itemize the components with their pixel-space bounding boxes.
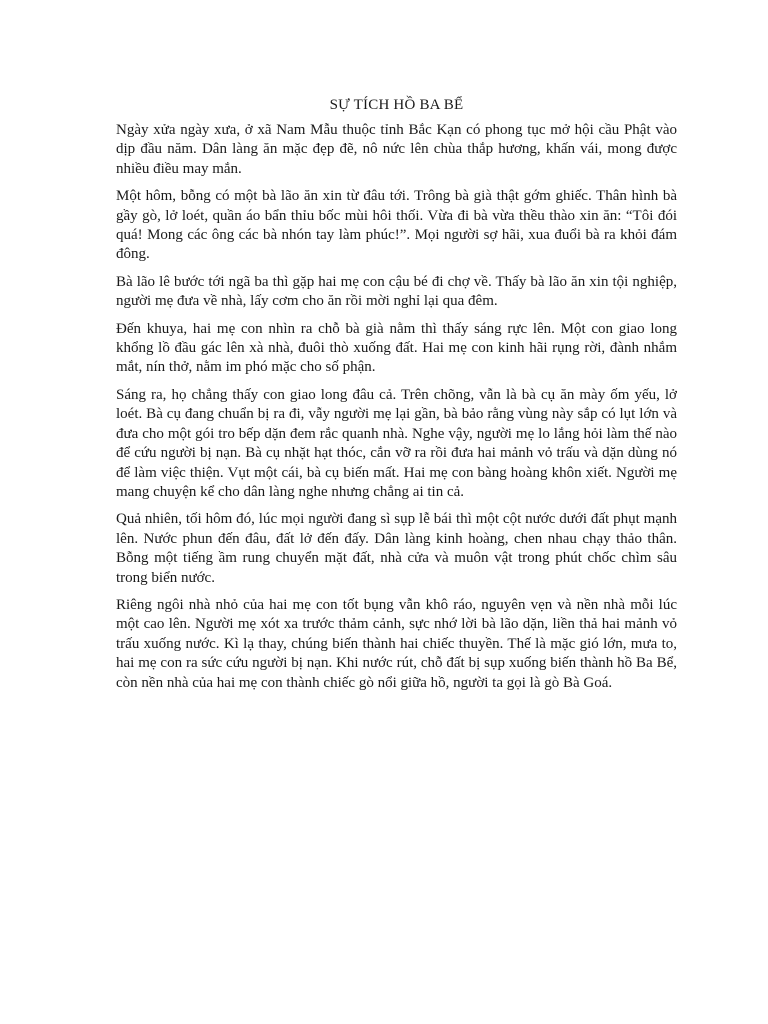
paragraph-7: Riêng ngôi nhà nhỏ của hai mẹ con tốt bụng vẫn khô ráo, nguyên vẹn và nền nhà mỗi lúc một cao lên. Người mẹ xót xa trước thảm cảnh, sực nhớ lời bà lão dặn, liền thả hai mảnh vỏ trấu xuống nước. Kì lạ thay, chúng biến thành hai chiếc thuyền. Thế là mặc gió lớn, mưa to, hai mẹ con ra sức cứu người bị nạn. Khi nước rút, chỗ đất bị sụp xuống biến thành hồ Ba Bể, còn nền nhà của hai mẹ con thành chiếc gò nổi giữa hồ, người ta gọi là gò Bà Goá. [116, 596, 677, 691]
paragraph-4: Đến khuya, hai mẹ con nhìn ra chỗ bà già nằm thì thấy sáng rực lên. Một con giao long khổng lồ đầu gác lên xà nhà, đuôi thò xuống đất. Hai mẹ con kinh hãi rụng rời, đành nhắm mắt, nín thở, nằm im phó mặc cho số phận. [116, 320, 677, 376]
paragraph-6: Quả nhiên, tối hôm đó, lúc mọi người đang sì sụp lễ bái thì một cột nước dưới đất phụt mạnh lên. Nước phun đến đâu, đất lở đến đấy. Dân làng kinh hoàng, chen nhau chạy thảo thân. Bỗng một tiếng ầm rung chuyển mặt đất, nhà cửa và muôn vật trong phút chốc chìm sâu trong biển nước. [116, 511, 677, 586]
document-body [116, 95, 677, 701]
paragraph-2: Một hôm, bỗng có một bà lão ăn xin từ đâu tới. Trông bà già thật gớm ghiếc. Thân hình bà gầy gò, lở loét, quần áo bẩn thỉu bốc mùi hôi thối. Vừa đi bà vừa thều thào xin ăn: “Tôi đói quá! Mong các ông các bà nhón tay làm phúc!”. Mọi người sợ hãi, xua đuổi bà ra khỏi đám đông. [116, 188, 677, 263]
paragraph-3: Bà lão lê bước tới ngã ba thì gặp hai mẹ con cậu bé đi chợ về. Thấy bà lão ăn xin tội nghiệp, người mẹ đưa về nhà, lấy cơm cho ăn rồi mời nghỉ lại qua đêm. [116, 273, 677, 310]
paragraph-1: Ngày xửa ngày xưa, ở xã Nam Mẫu thuộc tỉnh Bắc Kạn có phong tục mở hội cầu Phật vào dịp đầu năm. Dân làng ăn mặc đẹp đẽ, nô nức lên chùa thắp hương, khấn vái, mong được nhiều điều may mắn. [116, 122, 677, 177]
paragraph-5: Sáng ra, họ chẳng thấy con giao long đâu cả. Trên chõng, vẫn là bà cụ ăn mày ốm yếu, lở loét. Bà cụ đang chuẩn bị ra đi, vẫy người mẹ lại gần, bà bảo rằng vùng này sắp có lụt lớn và đưa cho một gói tro bếp dặn đem rắc quanh nhà. Nghe vậy, người mẹ lo lắng hỏi làm thế nào để cứu người bị nạn. Bà cụ nhặt hạt thóc, cắn vỡ ra rồi đưa hai mảnh vỏ trấu và dặn dùng nó để làm việc thiện. Vụt một cái, bà cụ biến mất. Hai mẹ con bàng hoàng khôn xiết. Người mẹ mang chuyện kể cho dân làng nghe nhưng chẳng ai tin cả. [116, 386, 677, 500]
document-title: SỰ TÍCH HỒ BA BỂ [329, 97, 464, 113]
